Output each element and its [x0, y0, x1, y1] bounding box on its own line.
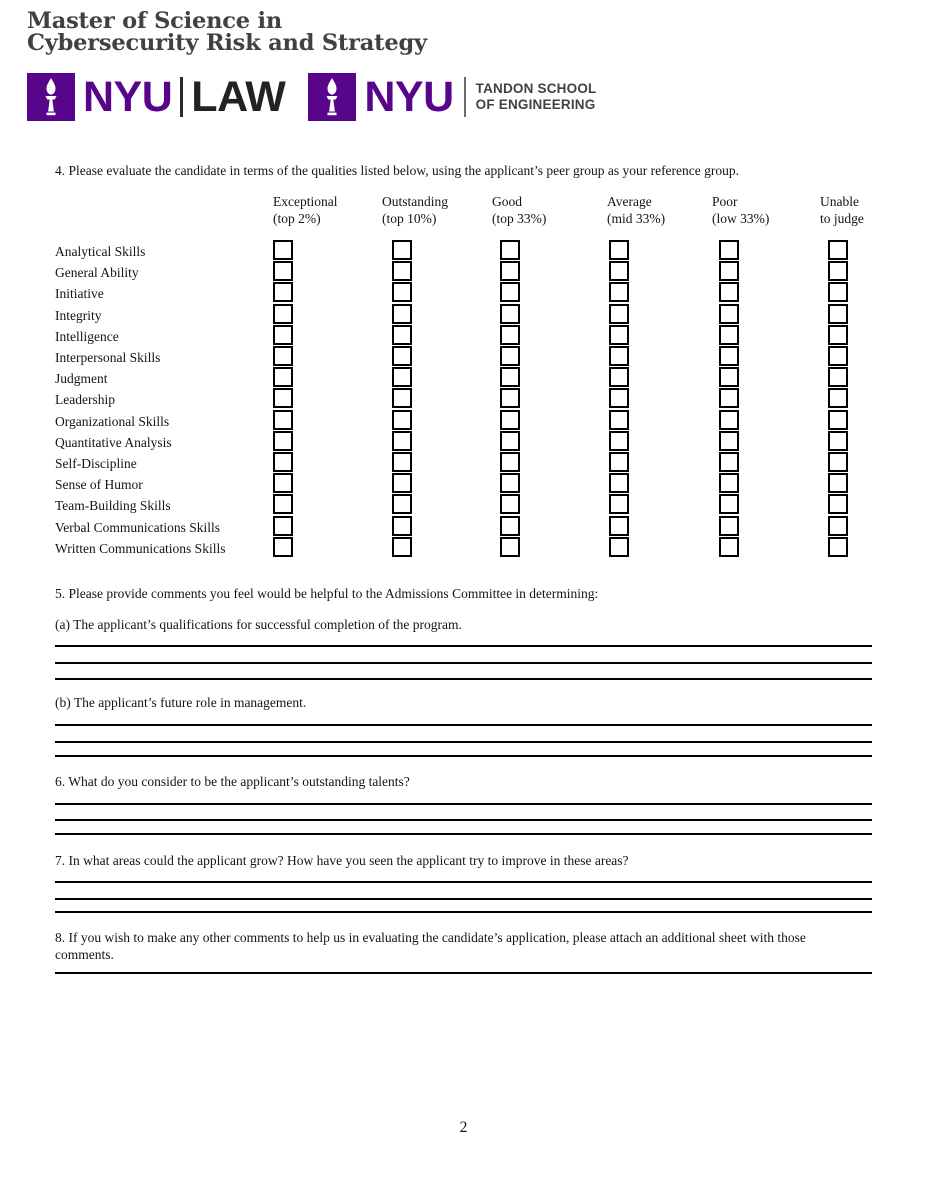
- q4-column-sublabel: (top 10%): [382, 211, 437, 226]
- checkbox-quantitative-analysis-exceptional[interactable]: [273, 431, 293, 451]
- checkbox-analytical-skills-outstanding[interactable]: [392, 240, 412, 260]
- q4-quality-label-organizational-skills: Organizational Skills: [55, 414, 170, 429]
- answer-line-q5b-1[interactable]: [55, 724, 872, 726]
- q8-prompt: 8. If you wish to make any other comments to help us in evaluating the candidate’s application, please attach an additional sheet with those comments.: [55, 930, 806, 962]
- checkbox-quantitative-analysis-average[interactable]: [609, 431, 629, 451]
- checkbox-interpersonal-skills-exceptional[interactable]: [273, 346, 293, 366]
- checkbox-verbal-communications-skills-good[interactable]: [500, 516, 520, 536]
- checkbox-sense-of-humor-outstanding[interactable]: [392, 473, 412, 493]
- nyu-wordmark: NYU: [83, 73, 173, 121]
- page-title-line1: Master of Science in: [27, 8, 282, 34]
- checkbox-initiative-good[interactable]: [500, 282, 520, 302]
- page-title: [27, 10, 427, 54]
- checkbox-verbal-communications-skills-outstanding[interactable]: [392, 516, 412, 536]
- answer-line-q5a-1[interactable]: [55, 645, 872, 647]
- answer-line-q6-2[interactable]: [55, 819, 872, 821]
- checkbox-judgment-poor[interactable]: [719, 367, 739, 387]
- checkbox-organizational-skills-unable[interactable]: [828, 410, 848, 430]
- checkbox-judgment-good[interactable]: [500, 367, 520, 387]
- checkbox-general-ability-good[interactable]: [500, 261, 520, 281]
- q5a-prompt: (a) The applicant’s qualifications for successful completion of the program.: [55, 617, 462, 632]
- checkbox-leadership-poor[interactable]: [719, 388, 739, 408]
- checkbox-written-communications-skills-outstanding[interactable]: [392, 537, 412, 557]
- law-wordmark: LAW: [191, 73, 286, 121]
- checkbox-organizational-skills-average[interactable]: [609, 410, 629, 430]
- q4-quality-label-initiative: Initiative: [55, 286, 104, 301]
- nyu-wordmark: NYU: [364, 73, 454, 121]
- checkbox-self-discipline-good[interactable]: [500, 452, 520, 472]
- q4-column-sublabel: (mid 33%): [607, 211, 666, 226]
- checkbox-intelligence-good[interactable]: [500, 325, 520, 345]
- checkbox-written-communications-skills-average[interactable]: [609, 537, 629, 557]
- checkbox-general-ability-poor[interactable]: [719, 261, 739, 281]
- q4-quality-label-leadership: Leadership: [55, 392, 115, 407]
- checkbox-team-building-skills-unable[interactable]: [828, 494, 848, 514]
- answer-line-q7-1[interactable]: [55, 881, 872, 883]
- checkbox-team-building-skills-average[interactable]: [609, 494, 629, 514]
- nyu-torch-icon: [308, 73, 356, 121]
- q4-column-sublabel: to judge: [820, 211, 864, 226]
- checkbox-analytical-skills-average[interactable]: [609, 240, 629, 260]
- q5b-prompt: (b) The applicant’s future role in management.: [55, 695, 307, 710]
- checkbox-verbal-communications-skills-poor[interactable]: [719, 516, 739, 536]
- checkbox-leadership-unable[interactable]: [828, 388, 848, 408]
- logo-row: [27, 73, 596, 121]
- nyu-torch-icon: [27, 73, 75, 121]
- checkbox-initiative-poor[interactable]: [719, 282, 739, 302]
- answer-line-q5a-3[interactable]: [55, 678, 872, 680]
- checkbox-integrity-good[interactable]: [500, 304, 520, 324]
- answer-line-q7-3[interactable]: [55, 911, 872, 913]
- q7-prompt: 7. In what areas could the applicant grow? How have you seen the applicant try to improve in these areas?: [55, 853, 629, 868]
- checkbox-sense-of-humor-average[interactable]: [609, 473, 629, 493]
- checkbox-organizational-skills-poor[interactable]: [719, 410, 739, 430]
- checkbox-team-building-skills-exceptional[interactable]: [273, 494, 293, 514]
- q4-quality-label-quantitative-analysis: Quantitative Analysis: [55, 435, 172, 450]
- checkbox-analytical-skills-unable[interactable]: [828, 240, 848, 260]
- checkbox-quantitative-analysis-poor[interactable]: [719, 431, 739, 451]
- checkbox-team-building-skills-outstanding[interactable]: [392, 494, 412, 514]
- answer-line-q5b-3[interactable]: [55, 755, 872, 757]
- checkbox-judgment-average[interactable]: [609, 367, 629, 387]
- logo-divider: [180, 77, 183, 117]
- q4-column-sublabel: (low 33%): [712, 211, 770, 226]
- q4-quality-label-written-communications-skills: Written Communications Skills: [55, 541, 226, 556]
- q4-column-sublabel: (top 2%): [273, 211, 321, 226]
- q4-quality-label-interpersonal-skills: Interpersonal Skills: [55, 350, 161, 365]
- checkbox-self-discipline-average[interactable]: [609, 452, 629, 472]
- checkbox-sense-of-humor-good[interactable]: [500, 473, 520, 493]
- nyu-tandon-logo: [308, 73, 596, 121]
- q4-quality-label-general-ability: General Ability: [55, 265, 139, 280]
- q6-prompt: 6. What do you consider to be the applicant’s outstanding talents?: [55, 774, 410, 789]
- checkbox-general-ability-average[interactable]: [609, 261, 629, 281]
- checkbox-written-communications-skills-poor[interactable]: [719, 537, 739, 557]
- checkbox-integrity-average[interactable]: [609, 304, 629, 324]
- checkbox-intelligence-outstanding[interactable]: [392, 325, 412, 345]
- q4-quality-label-integrity: Integrity: [55, 308, 102, 323]
- q4-quality-label-judgment: Judgment: [55, 371, 108, 386]
- checkbox-leadership-outstanding[interactable]: [392, 388, 412, 408]
- checkbox-written-communications-skills-good[interactable]: [500, 537, 520, 557]
- q4-column-label: Exceptional: [273, 194, 338, 209]
- answer-line-q7-2[interactable]: [55, 898, 872, 900]
- checkbox-self-discipline-exceptional[interactable]: [273, 452, 293, 472]
- checkbox-interpersonal-skills-poor[interactable]: [719, 346, 739, 366]
- tandon-school-line2: OF ENGINEERING: [475, 97, 596, 112]
- q4-column-label: Unable: [820, 194, 859, 209]
- checkbox-initiative-unable[interactable]: [828, 282, 848, 302]
- checkbox-team-building-skills-good[interactable]: [500, 494, 520, 514]
- q4-prompt: 4. Please evaluate the candidate in terms of the qualities listed below, using the applicant’s peer group as your reference group.: [55, 163, 740, 178]
- nyu-law-logo: [27, 73, 285, 121]
- answer-line-q6-1[interactable]: [55, 803, 872, 805]
- q4-column-label: Poor: [712, 194, 738, 209]
- checkbox-integrity-exceptional[interactable]: [273, 304, 293, 324]
- checkbox-intelligence-exceptional[interactable]: [273, 325, 293, 345]
- checkbox-organizational-skills-good[interactable]: [500, 410, 520, 430]
- checkbox-intelligence-poor[interactable]: [719, 325, 739, 345]
- checkbox-interpersonal-skills-outstanding[interactable]: [392, 346, 412, 366]
- tandon-school-label: [476, 81, 597, 113]
- checkbox-analytical-skills-poor[interactable]: [719, 240, 739, 260]
- checkbox-leadership-exceptional[interactable]: [273, 388, 293, 408]
- checkbox-verbal-communications-skills-unable[interactable]: [828, 516, 848, 536]
- q4-column-header-good: [492, 193, 546, 227]
- checkbox-analytical-skills-good[interactable]: [500, 240, 520, 260]
- checkbox-general-ability-unable[interactable]: [828, 261, 848, 281]
- checkbox-organizational-skills-outstanding[interactable]: [392, 410, 412, 430]
- checkbox-interpersonal-skills-unable[interactable]: [828, 346, 848, 366]
- checkbox-self-discipline-poor[interactable]: [719, 452, 739, 472]
- checkbox-integrity-poor[interactable]: [719, 304, 739, 324]
- checkbox-initiative-outstanding[interactable]: [392, 282, 412, 302]
- page-title-line2: Cybersecurity Risk and Strategy: [27, 30, 427, 56]
- q4-quality-label-intelligence: Intelligence: [55, 329, 119, 344]
- q4-quality-label-verbal-communications-skills: Verbal Communications Skills: [55, 520, 220, 535]
- checkbox-quantitative-analysis-outstanding[interactable]: [392, 431, 412, 451]
- q4-column-header-outstanding: [382, 193, 448, 227]
- checkbox-written-communications-skills-exceptional[interactable]: [273, 537, 293, 557]
- checkbox-self-discipline-unable[interactable]: [828, 452, 848, 472]
- q4-quality-label-team-building-skills: Team-Building Skills: [55, 498, 171, 513]
- q4-quality-label-analytical-skills: Analytical Skills: [55, 244, 146, 259]
- checkbox-leadership-average[interactable]: [609, 388, 629, 408]
- q4-column-header-average: [607, 193, 665, 227]
- page-number: 2: [459, 1119, 468, 1136]
- checkbox-quantitative-analysis-good[interactable]: [500, 431, 520, 451]
- checkbox-self-discipline-outstanding[interactable]: [392, 452, 412, 472]
- q4-quality-label-self-discipline: Self-Discipline: [55, 456, 137, 471]
- checkbox-quantitative-analysis-unable[interactable]: [828, 431, 848, 451]
- checkbox-judgment-exceptional[interactable]: [273, 367, 293, 387]
- logo-divider: [464, 77, 466, 117]
- q4-column-label: Good: [492, 194, 522, 209]
- checkbox-interpersonal-skills-good[interactable]: [500, 346, 520, 366]
- checkbox-team-building-skills-poor[interactable]: [719, 494, 739, 514]
- checkbox-integrity-unable[interactable]: [828, 304, 848, 324]
- tandon-school-line1: TANDON SCHOOL: [475, 81, 597, 96]
- checkbox-general-ability-exceptional[interactable]: [273, 261, 293, 281]
- answer-line-q5a-2[interactable]: [55, 662, 872, 664]
- checkbox-sense-of-humor-unable[interactable]: [828, 473, 848, 493]
- checkbox-verbal-communications-skills-exceptional[interactable]: [273, 516, 293, 536]
- answer-line-q5b-2[interactable]: [55, 741, 872, 743]
- checkbox-integrity-outstanding[interactable]: [392, 304, 412, 324]
- checkbox-analytical-skills-exceptional[interactable]: [273, 240, 293, 260]
- checkbox-organizational-skills-exceptional[interactable]: [273, 410, 293, 430]
- answer-line-q6-3[interactable]: [55, 833, 872, 835]
- checkbox-intelligence-unable[interactable]: [828, 325, 848, 345]
- checkbox-leadership-good[interactable]: [500, 388, 520, 408]
- q4-column-label: Outstanding: [382, 194, 448, 209]
- checkbox-general-ability-outstanding[interactable]: [392, 261, 412, 281]
- q4-column-header-poor: [712, 193, 769, 227]
- checkbox-intelligence-average[interactable]: [609, 325, 629, 345]
- q4-column-sublabel: (top 33%): [492, 211, 547, 226]
- checkbox-written-communications-skills-unable[interactable]: [828, 537, 848, 557]
- q4-column-label: Average: [607, 194, 652, 209]
- q4-quality-label-sense-of-humor: Sense of Humor: [55, 477, 143, 492]
- checkbox-sense-of-humor-exceptional[interactable]: [273, 473, 293, 493]
- q5-prompt: 5. Please provide comments you feel would be helpful to the Admissions Committee in determining:: [55, 586, 599, 601]
- checkbox-interpersonal-skills-average[interactable]: [609, 346, 629, 366]
- checkbox-initiative-average[interactable]: [609, 282, 629, 302]
- checkbox-judgment-outstanding[interactable]: [392, 367, 412, 387]
- answer-line-q8-1[interactable]: [55, 972, 872, 974]
- checkbox-sense-of-humor-poor[interactable]: [719, 473, 739, 493]
- q4-column-header-unable: [820, 193, 864, 227]
- checkbox-judgment-unable[interactable]: [828, 367, 848, 387]
- checkbox-verbal-communications-skills-average[interactable]: [609, 516, 629, 536]
- checkbox-initiative-exceptional[interactable]: [273, 282, 293, 302]
- q4-column-header-exceptional: [273, 193, 337, 227]
